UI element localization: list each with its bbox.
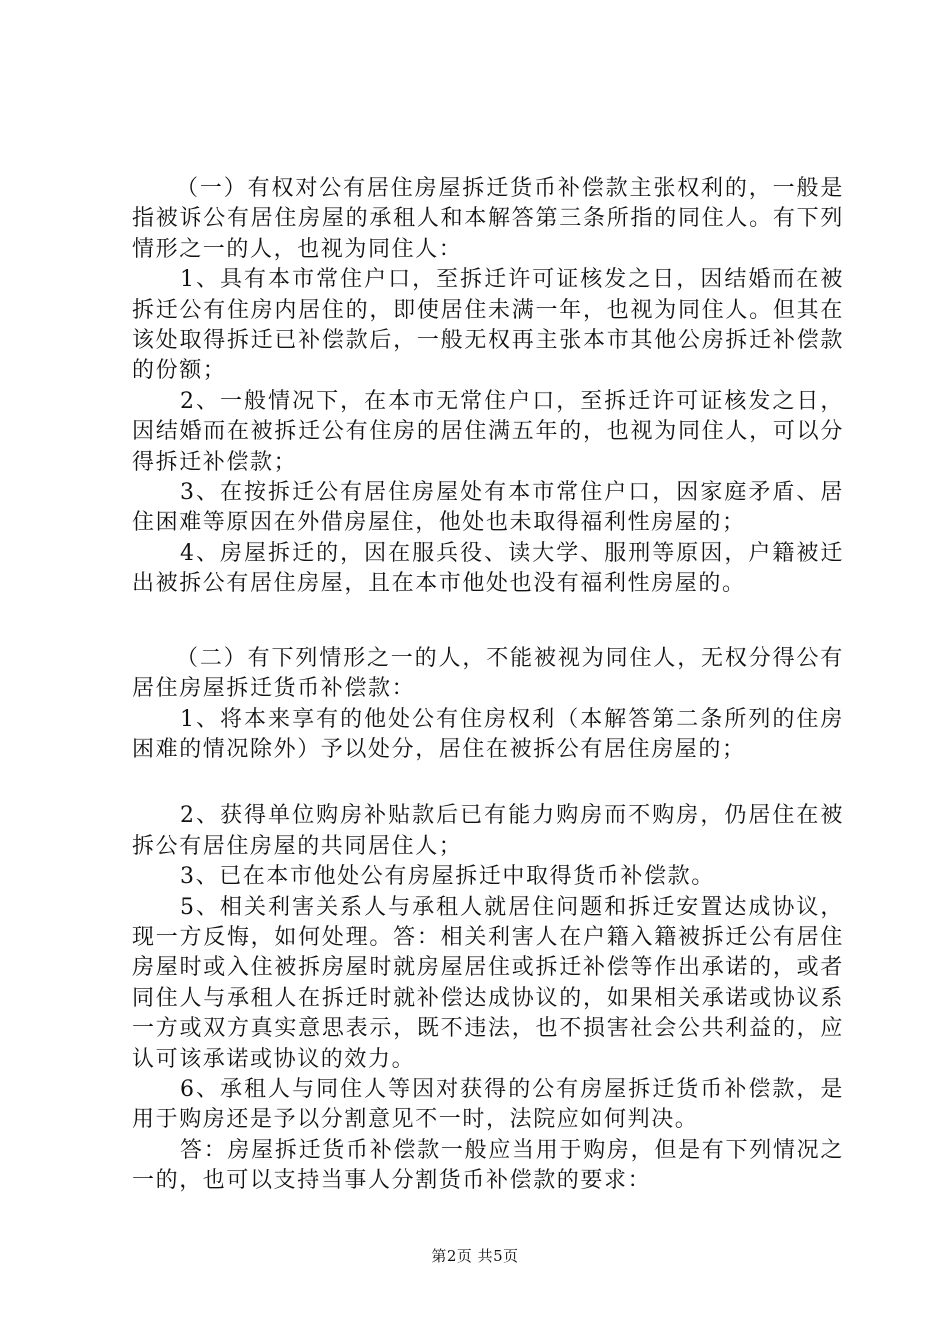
paragraph-8: 2、获得单位购房补贴款后已有能力购房而不购房，仍居住在被拆公有居住房屋的共同居住人；: [132, 803, 844, 859]
paragraph-5: 4、房屋拆迁的，因在服兵役、读大学、服刑等原因，户籍被迁出被拆公有居住房屋，且在本市他处也没有福利性房屋的。: [132, 540, 844, 597]
paragraph-12: 答：房屋拆迁货币补偿款一般应当用于购房，但是有下列情况之一的，也可以支持当事人分割货币补偿款的要求：: [132, 1137, 844, 1194]
paragraph-9: 3、已在本市他处公有房屋拆迁中取得货币补偿款。: [180, 864, 715, 890]
paragraph-2: 1、具有本市常住户口，至拆迁许可证核发之日，因结婚而在被拆迁公有住房内居住的，即使居住未满一年，也视为同住人。但其在该处取得拆迁已补偿款后，一般无权再主张本市其他公房拆迁补偿款的份额；: [132, 267, 844, 384]
document-body: [132, 174, 844, 1197]
paragraph-4: 3、在按拆迁公有居住房屋处有本市常住户口，因家庭矛盾、居住困难等原因在外借房屋住，他处也未取得福利性房屋的；: [132, 480, 844, 536]
page-footer: [0, 1245, 950, 1266]
paragraph-7: 1、将本来享有的他处公有住房权利（本解答第二条所列的住房困难的情况除外）予以处分，居住在被拆公有居住房屋的；: [132, 706, 844, 762]
paragraph-11: 6、承租人与同住人等因对获得的公有房屋拆迁货币补偿款，是用于购房还是予以分割意见不一时，法院应如何判决。: [132, 1076, 844, 1133]
paragraph-10: 5、相关利害关系人与承租人就居住问题和拆迁安置达成协议，现一方反悔，如何处理。答：相关利害人在户籍入籍被拆迁公有居住房屋时或入住被拆房屋时就房屋居住或拆迁补偿等作出承诺的，或者同住人与承租人在拆迁时就补偿达成协议的，如果相关承诺或协议系一方或双方真实意思表示，既不违法，也不损害社会公共利益的，应认可该承诺或协议的效力。: [132, 894, 844, 1072]
page-number: 第2页 共5页: [431, 1247, 519, 1265]
paragraph-spacer: [132, 765, 844, 801]
paragraph-spacer: [132, 600, 844, 644]
paragraph-1: （一）有权对公有居住房屋拆迁货币补偿款主张权利的，一般是指被诉公有居住房屋的承租人和本解答第三条所指的同住人。有下列情形之一的人，也视为同住人：: [132, 176, 844, 262]
paragraph-6: （二）有下列情形之一的人，不能被视为同住人，无权分得公有居住房屋拆迁货币补偿款：: [132, 645, 844, 702]
paragraph-3: 2、一般情况下，在本市无常住户口，至拆迁许可证核发之日，因结婚而在被拆迁公有住房的居住满五年的，也视为同住人，可以分得拆迁补偿款；: [132, 388, 844, 475]
